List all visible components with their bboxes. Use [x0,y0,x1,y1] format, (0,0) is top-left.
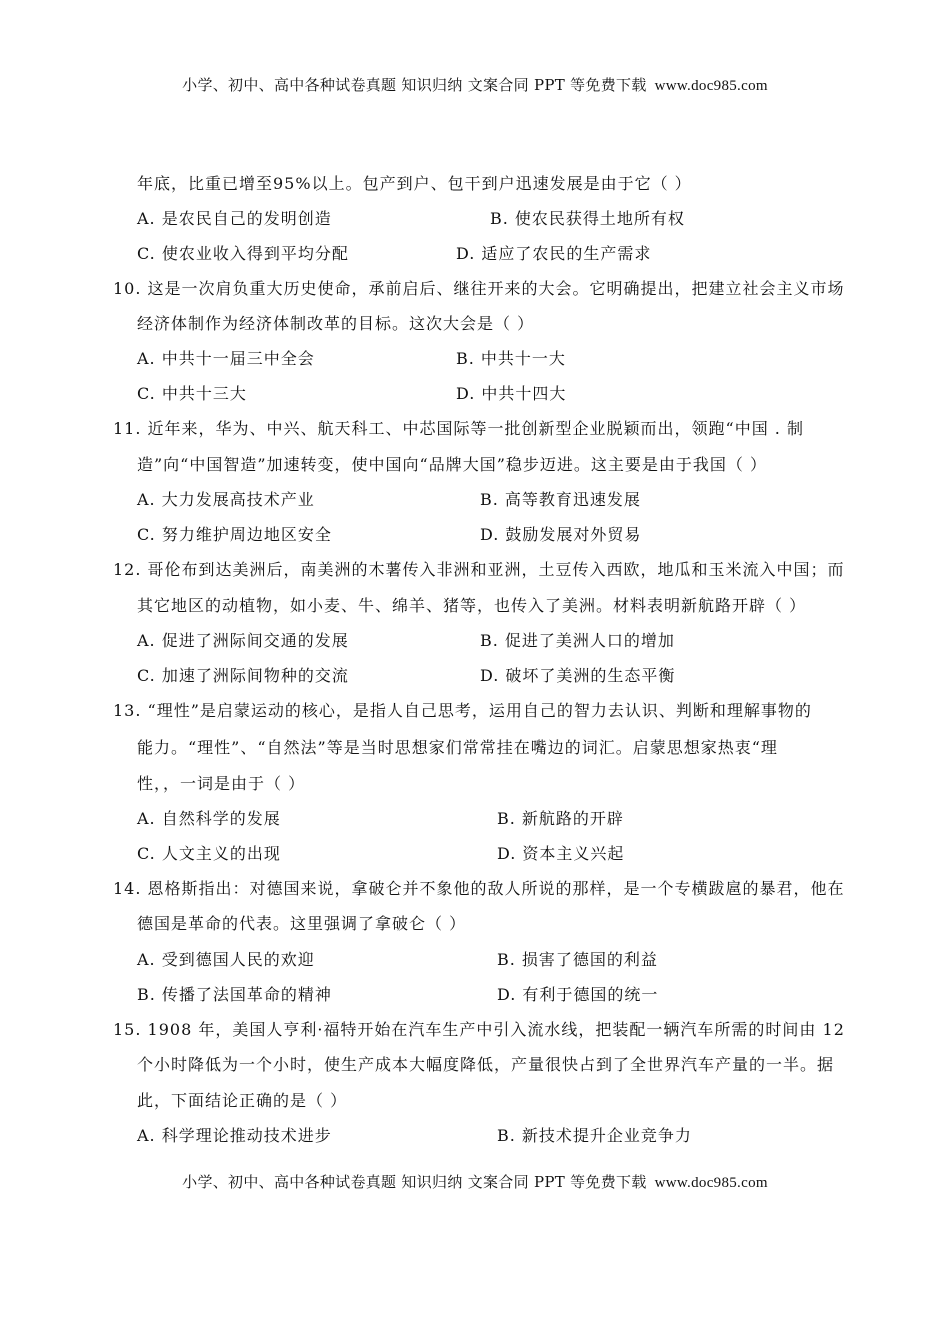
q12-option-d: D. 破坏了美洲的生态平衡 [480,666,676,685]
q12-stem-line2: 其它地区的动植物，如小麦、牛、绵羊、猪等，也传入了美洲。材料表明新航路开辟（ ） [137,596,807,615]
footer-site-link[interactable]: www.doc985.com [654,1175,768,1191]
q14-option-a: A. 受到德国人民的欢迎 [137,950,315,969]
q11-stem-line1: 11. 近年来，华为、中兴、航天科工、中芯国际等一批创新型企业脱颖而出，领跑“中国 . 制 [113,419,804,438]
q15-option-a: A. 科学理论推动技术进步 [137,1126,332,1145]
q15-stem-line3: 此，下面结论正确的是（ ） [137,1091,348,1110]
q13-option-b: B. 新航路的开辟 [497,809,624,828]
q14-option-b: B. 损害了德国的利益 [497,950,658,969]
q15-stem-line2: 个小时降低为一个小时，使生产成本大幅度降低，产量很快占到了全世界汽车产量的一半。据 [137,1055,835,1074]
q10-option-a: A. 中共十一届三中全会 [137,349,315,368]
q10-stem-line2: 经济体制作为经济体制改革的目标。这次大会是（ ） [137,314,535,333]
q9-option-d: D. 适应了农民的生产需求 [456,244,652,263]
q10-option-d: D. 中共十四大 [456,384,567,403]
q12-option-b: B. 促进了美洲人口的增加 [480,631,675,650]
q11-option-b: B. 高等教育迅速发展 [480,490,641,509]
q9-stem-continuation: 年底，比重已增至95%以上。包产到户、包干到户迅速发展是由于它（ ） [137,174,692,193]
q15-stem-line1: 15. 1908 年，美国人亨利·福特开始在汽车生产中引入流水线，把装配一辆汽车所需的时间由 12 [113,1020,845,1039]
q11-stem-line2: 造”向“中国智造”加速转变，使中国向“品牌大国”稳步迈进。这主要是由于我国（ ） [137,455,767,474]
q13-option-c: C. 人文主义的出现 [137,844,281,863]
q14-stem-line1: 14. 恩格斯指出：对德国来说，拿破仑并不象他的敌人所说的那样，是一个专横跋扈的暴君，他在 [113,879,845,898]
q13-option-d: D. 资本主义兴起 [497,844,625,863]
q13-stem-line1: 13. “理性”是启蒙运动的核心，是指人自己思考，运用自己的智力去认识、判断和理解事物的 [113,701,812,720]
footer-text: 小学、初中、高中各种试卷真题 知识归纳 文案合同 PPT 等免费下载 [182,1173,647,1191]
header-text: 小学、初中、高中各种试卷真题 知识归纳 文案合同 PPT 等免费下载 [182,76,647,94]
page-footer [0,1171,950,1192]
page-header [0,74,950,95]
q12-stem-line1: 12. 哥伦布到达美洲后，南美洲的木薯传入非洲和亚洲，土豆传入西欧，地瓜和玉米流入中国；而 [113,560,845,579]
q13-stem-line2: 能力。“理性”、“自然法”等是当时思想家们常常挂在嘴边的词汇。启蒙思想家热衷“理 [137,738,778,757]
q13-stem-line3: 性，，一词是由于（ ） [137,774,306,793]
q10-option-c: C. 中共十三大 [137,384,247,403]
q11-option-c: C. 努力维护周边地区安全 [137,525,332,544]
q9-option-b: B. 使农民获得土地所有权 [490,209,685,228]
q12-option-c: C. 加速了洲际间物种的交流 [137,666,349,685]
q11-option-a: A. 大力发展高技术产业 [137,490,315,509]
q11-option-d: D. 鼓励发展对外贸易 [480,525,642,544]
q14-option-c: B. 传播了法国革命的精神 [137,985,332,1004]
q10-stem-line1: 10. 这是一次肩负重大历史使命，承前启后、继往开来的大会。它明确提出，把建立社会主义市场 [113,279,845,298]
q14-stem-line2: 德国是革命的代表。这里强调了拿破仑（ ） [137,914,467,933]
q10-option-b: B. 中共十一大 [456,349,566,368]
q9-option-c: C. 使农业收入得到平均分配 [137,244,349,263]
q15-option-b: B. 新技术提升企业竞争力 [497,1126,692,1145]
header-site-link[interactable]: www.doc985.com [654,78,768,94]
q13-option-a: A. 自然科学的发展 [137,809,281,828]
q12-option-a: A. 促进了洲际间交通的发展 [137,631,349,650]
q14-option-d: D. 有利于德国的统一 [497,985,659,1004]
q9-option-a: A. 是农民自己的发明创造 [137,209,332,228]
